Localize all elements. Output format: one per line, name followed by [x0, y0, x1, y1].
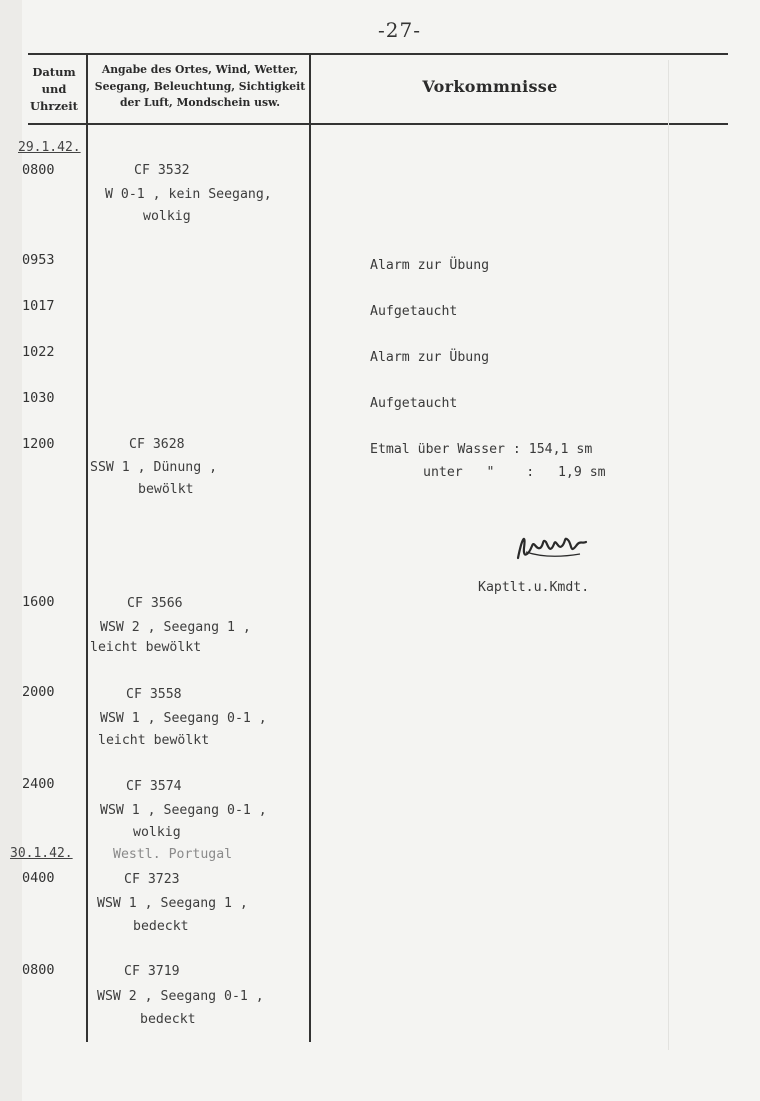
- weather-sky: leicht bewölkt: [98, 733, 210, 748]
- etmal-line-2: unter " : 1,9 sm: [423, 465, 606, 480]
- signature-handwriting: [512, 528, 590, 568]
- header-col2-line3: der Luft, Mondschein usw.: [120, 96, 280, 109]
- time-0800-second: 0800: [22, 962, 55, 978]
- header-bottom-rule: [28, 123, 728, 125]
- weather-location-note: Westl. Portugal: [113, 847, 233, 862]
- header-col2-line2: Seegang, Beleuchtung, Sichtigkeit: [94, 79, 306, 93]
- time-1030: 1030: [22, 390, 55, 406]
- header-col1-line2: und: [41, 82, 67, 96]
- document-page: [22, 0, 760, 1101]
- time-1017: 1017: [22, 298, 55, 314]
- weather-sky: wolkig: [143, 209, 191, 224]
- header-datum-uhrzeit: [24, 64, 84, 115]
- column-divider-1: [86, 54, 88, 1042]
- weather-wind-sea: WSW 2 , Seegang 1 ,: [100, 620, 251, 635]
- time-2400: 2400: [22, 776, 55, 792]
- time-1200: 1200: [22, 436, 55, 452]
- weather-sky: leicht bewölkt: [90, 640, 202, 655]
- date-label-1: 29.1.42.: [18, 140, 81, 155]
- time-1600: 1600: [22, 594, 55, 610]
- weather-wind-sea: WSW 2 , Seegang 0-1 ,: [97, 989, 264, 1004]
- time-1022: 1022: [22, 344, 55, 360]
- signature-title: Kaptlt.u.Kmdt.: [478, 580, 590, 595]
- event-text: Aufgetaucht: [370, 304, 458, 319]
- weather-sky: bedeckt: [140, 1012, 196, 1027]
- page-number: -27-: [378, 18, 421, 42]
- weather-position: CF 3574: [126, 779, 182, 794]
- weather-position: CF 3558: [126, 687, 182, 702]
- time-0800: 0800: [22, 162, 55, 178]
- time-0400: 0400: [22, 870, 55, 886]
- header-vorkommnisse: Vorkommnisse: [422, 77, 558, 96]
- weather-sky: bewölkt: [138, 482, 194, 497]
- date-label-2: 30.1.42.: [10, 846, 73, 861]
- header-col1-line1: Datum: [32, 65, 76, 79]
- weather-position: CF 3532: [134, 163, 190, 178]
- header-col2-line1: Angabe des Ortes, Wind, Wetter,: [101, 63, 299, 76]
- column-divider-2: [309, 54, 311, 1042]
- event-text: Aufgetaucht: [370, 396, 458, 411]
- weather-position: CF 3719: [124, 964, 180, 979]
- time-0953: 0953: [22, 252, 55, 268]
- weather-sky: wolkig: [133, 825, 181, 840]
- top-rule: [28, 53, 728, 55]
- weather-position: CF 3723: [124, 872, 180, 887]
- header-ort-wind-wetter: [92, 62, 308, 112]
- event-text: Alarm zur Übung: [370, 258, 490, 273]
- header-col1-line3: Uhrzeit: [30, 99, 78, 113]
- etmal-line-1: Etmal über Wasser : 154,1 sm: [370, 442, 593, 457]
- weather-position: CF 3566: [127, 596, 183, 611]
- weather-wind-sea: WSW 1 , Seegang 0-1 ,: [100, 803, 267, 818]
- weather-position: CF 3628: [129, 437, 185, 452]
- weather-sky: bedeckt: [133, 919, 189, 934]
- weather-wind-sea: WSW 1 , Seegang 0-1 ,: [100, 711, 267, 726]
- time-2000: 2000: [22, 684, 55, 700]
- weather-wind-sea: WSW 1 , Seegang 1 ,: [97, 896, 248, 911]
- weather-wind-sea: SSW 1 , Dünung ,: [90, 460, 218, 475]
- event-text: Alarm zur Übung: [370, 350, 490, 365]
- faint-column-line: [668, 60, 669, 1050]
- weather-wind-sea: W 0-1 , kein Seegang,: [105, 187, 272, 202]
